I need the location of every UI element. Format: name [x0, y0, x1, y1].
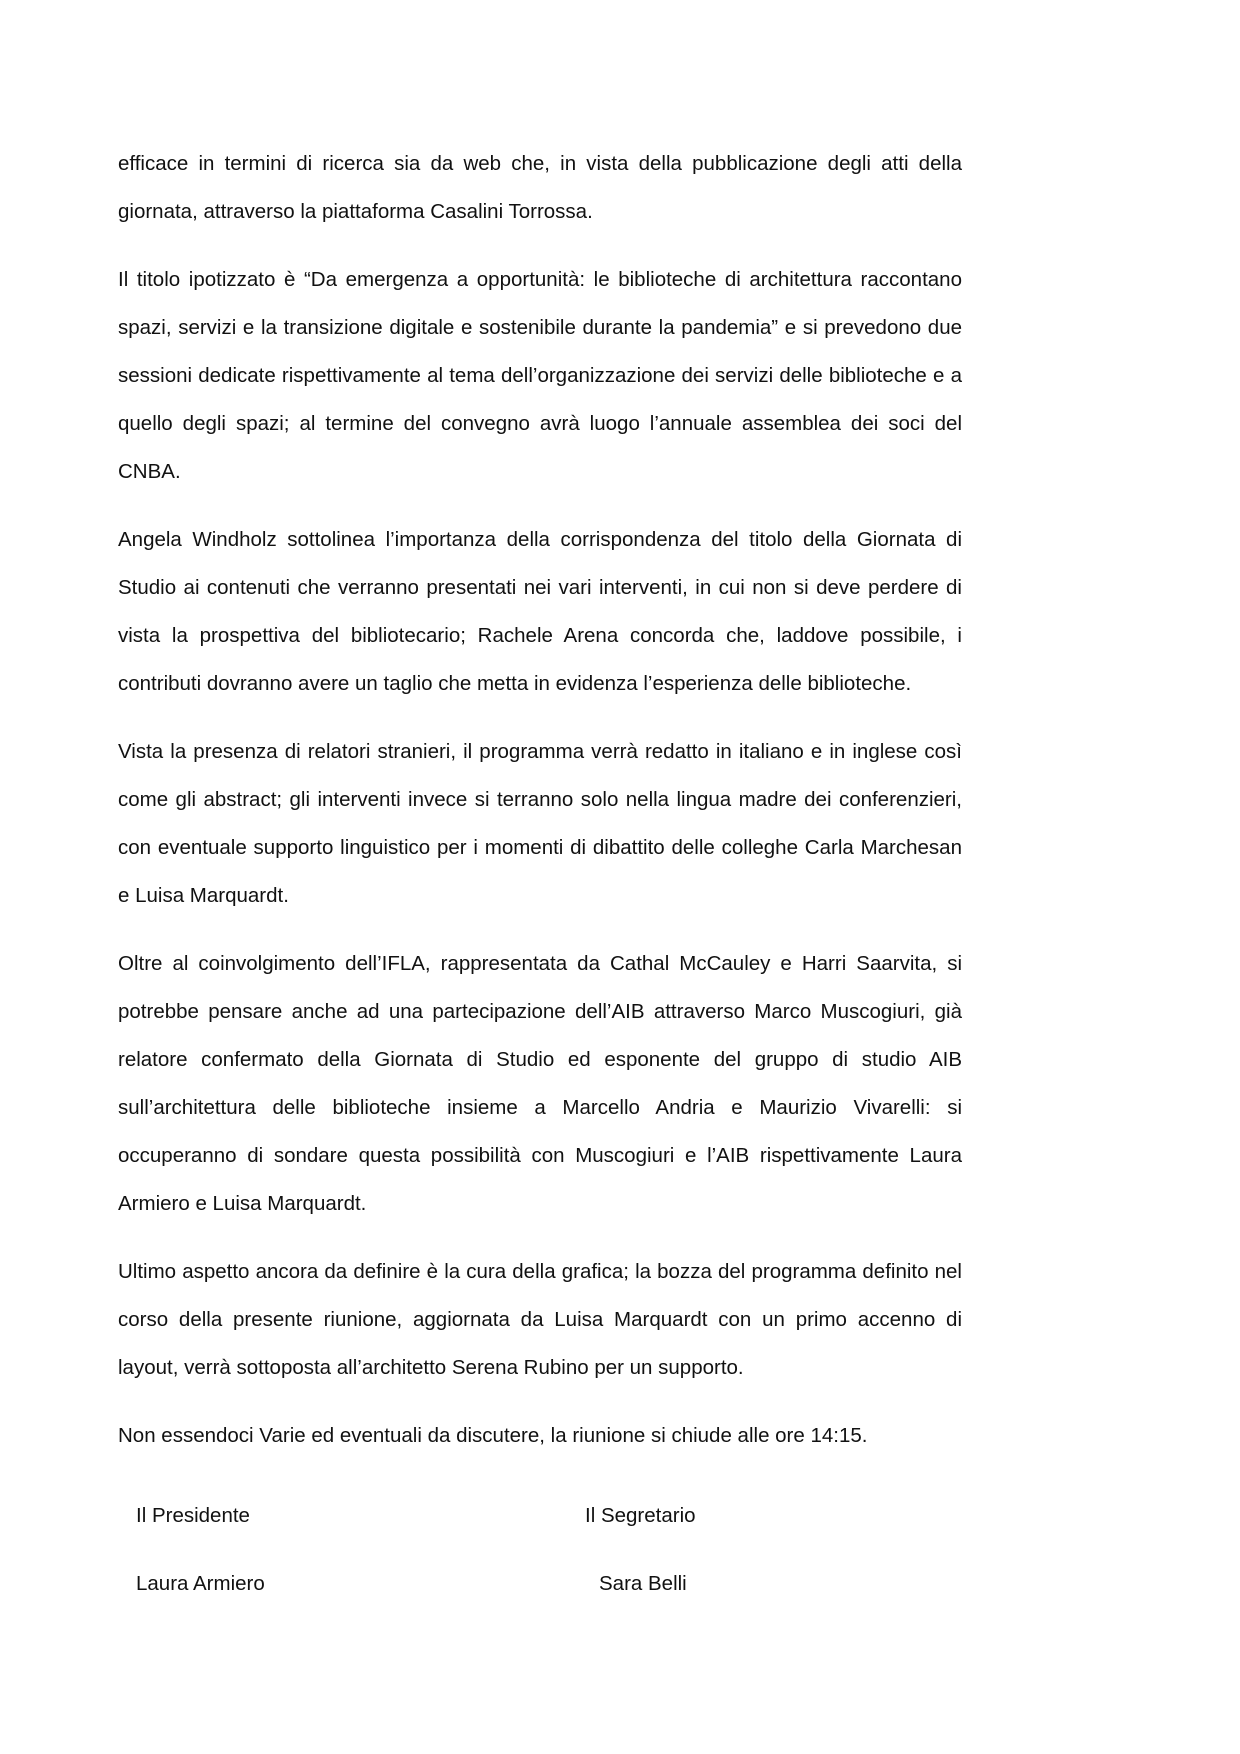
paragraph-graphics: Ultimo aspetto ancora da definire è la cura della grafica; la bozza del programma definito nel corso della presente riunione, aggiornata da Luisa Marquardt con un primo accenno di layout, verrà sottoposta all’architetto Serena Rubino per un supporto. [118, 1260, 962, 1379]
secretary-role-label: Il Segretario [585, 1504, 696, 1527]
secretary-name: Sara Belli [599, 1572, 687, 1595]
president-name: Laura Armiero [136, 1572, 265, 1595]
paragraph-title-sessions: Il titolo ipotizzato è “Da emergenza a opportunità: le biblioteche di architettura raccontano spazi, servizi e la transizione digitale e sostenibile durante la pandemia” e si prevedono due sessioni dedicate rispettivamente al tema dell’organizzazione dei servizi delle biblioteche e a quello degli spazi; al termine del convegno avrà luogo l’annuale assemblea dei soci del CNBA. [118, 268, 962, 483]
paragraph-windholz: Angela Windholz sottolinea l’importanza della corrispondenza del titolo della Giornata di Studio ai contenuti che verranno presentati nei vari interventi, in cui non si deve perdere di vista la prospettiva del bibliotecario; Rachele Arena concorda che, laddove possibile, i contributi dovranno avere un taglio che metta in evidenza l’esperienza delle biblioteche. [118, 528, 962, 695]
president-role-label: Il Presidente [136, 1504, 250, 1527]
paragraph-closing: Non essendoci Varie ed eventuali da discutere, la riunione si chiude alle ore 14:15. [118, 1424, 868, 1447]
paragraph-languages: Vista la presenza di relatori stranieri, il programma verrà redatto in italiano e in inglese così come gli abstract; gli interventi invece si terranno solo nella lingua madre dei conferenzieri, con eventuale supporto linguistico per i momenti di dibattito delle colleghe Carla Marchesan e Luisa Marquardt. [118, 740, 962, 907]
minutes-body [118, 140, 962, 1480]
paragraph-search-platform: efficace in termini di ricerca sia da web che, in vista della pubblicazione degli atti della giornata, attraverso la piattaforma Casalini Torrossa. [118, 152, 962, 223]
paragraph-ifla-aib: Oltre al coinvolgimento dell’IFLA, rappresentata da Cathal McCauley e Harri Saarvita, si potrebbe pensare anche ad una partecipazione dell’AIB attraverso Marco Muscogiuri, già relatore confermato della Giornata di Studio ed esponente del gruppo di studio AIB sull’architettura delle biblioteche insieme a Marcello Andria e Maurizio Vivarelli: si occuperanno di sondare questa possibilità con Muscogiuri e l’AIB rispettivamente Laura Armiero e Luisa Marquardt. [118, 952, 962, 1215]
